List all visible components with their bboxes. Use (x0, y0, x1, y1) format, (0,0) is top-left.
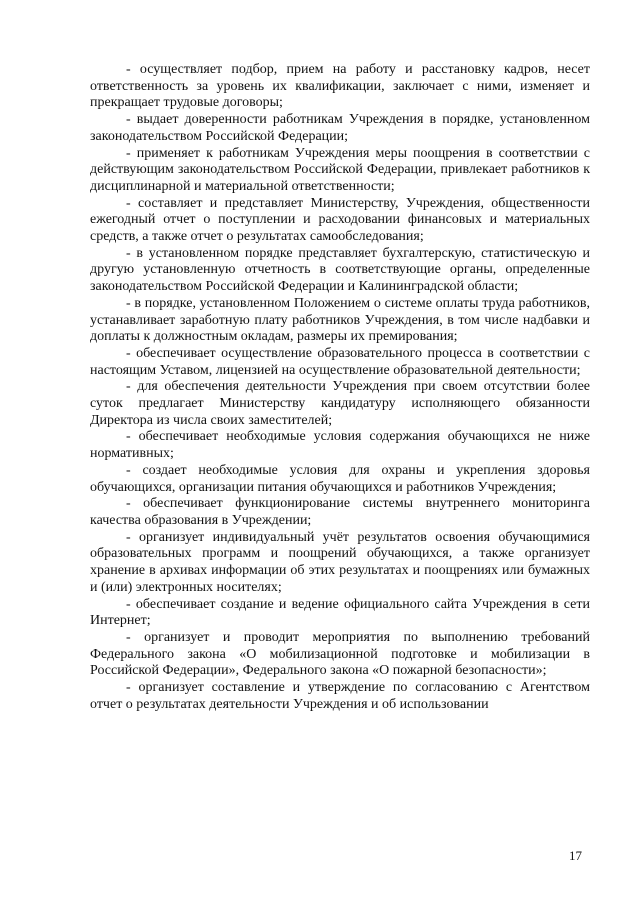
body-text (90, 62, 590, 713)
paragraph-1: - осуществляет подбор, прием на работу и расстановку кадров, несет ответственность за уровень их квалификации, заключает с ними, изменяет и прекращает трудовые договоры; (90, 62, 590, 111)
paragraph-14: - организует и проводит мероприятия по выполнению требований Федерального закона «О мобилизационной подготовке и мобилизации в Российской Федерации», Федерального закона «О пожарной безопасности»; (90, 629, 590, 679)
paragraph-13: - обеспечивает создание и ведение официального сайта Учреждения в сети Интернет; (90, 596, 590, 629)
paragraph-3: - применяет к работникам Учреждения меры поощрения в соответствии с действующим законодательством Российской Федерации, привлекает работников к дисциплинарной и материальной ответственности; (90, 145, 590, 194)
paragraph-5: - в установленном порядке представляет бухгалтерскую, статистическую и другую установленную отчетность в соответствующие органы, определенные законодательством Российской Федерации и Калининградской области; (90, 245, 590, 295)
paragraph-10: - создает необходимые условия для охраны и укрепления здоровья обучающихся, организации питания обучающихся и работников Учреждения; (90, 462, 590, 495)
paragraph-15: - организует составление и утверждение по согласованию с Агентством отчет о результатах деятельности Учреждения и об использовании (90, 680, 590, 712)
paragraph-7: - обеспечивает осуществление образовательного процесса в соответствии с настоящим Уставом, лицензией на осуществление образовательной деятельности; (90, 345, 590, 378)
paragraph-6: - в порядке, установленном Положением о системе оплаты труда работников, устанавливает заработную плату работников Учреждения, в том числе надбавки и доплаты к должностным окладам, размеры их премирования; (90, 295, 590, 345)
paragraph-8: - для обеспечения деятельности Учреждения при своем отсутствии более суток предлагает Министерству кандидатуру исполняющего обязанности Директора из числа своих заместителей; (90, 379, 590, 428)
paragraph-12: - организует индивидуальный учёт результатов освоения обучающимися образовательных программ и поощрений обучающихся, а также организует хранение в архивах информации об этих результатах и поощрениях или бумажных и (или) электронных носителях; (90, 529, 590, 595)
page-number: 17 (569, 848, 582, 863)
paragraph-2: - выдает доверенности работникам Учреждения в порядке, установленном законодательством Российской Федерации; (90, 112, 590, 144)
paragraph-11: - обеспечивает функционирование системы внутреннего мониторинга качества образования в Учреждении; (90, 496, 590, 528)
paragraph-4: - составляет и представляет Министерству, Учреждения, общественности ежегодный отчет о поступлении и расходовании финансовых и материальных средств, а также отчет о результатах самообследования; (90, 195, 590, 245)
paragraph-9: - обеспечивает необходимые условия содержания обучающихся не ниже нормативных; (90, 429, 590, 462)
